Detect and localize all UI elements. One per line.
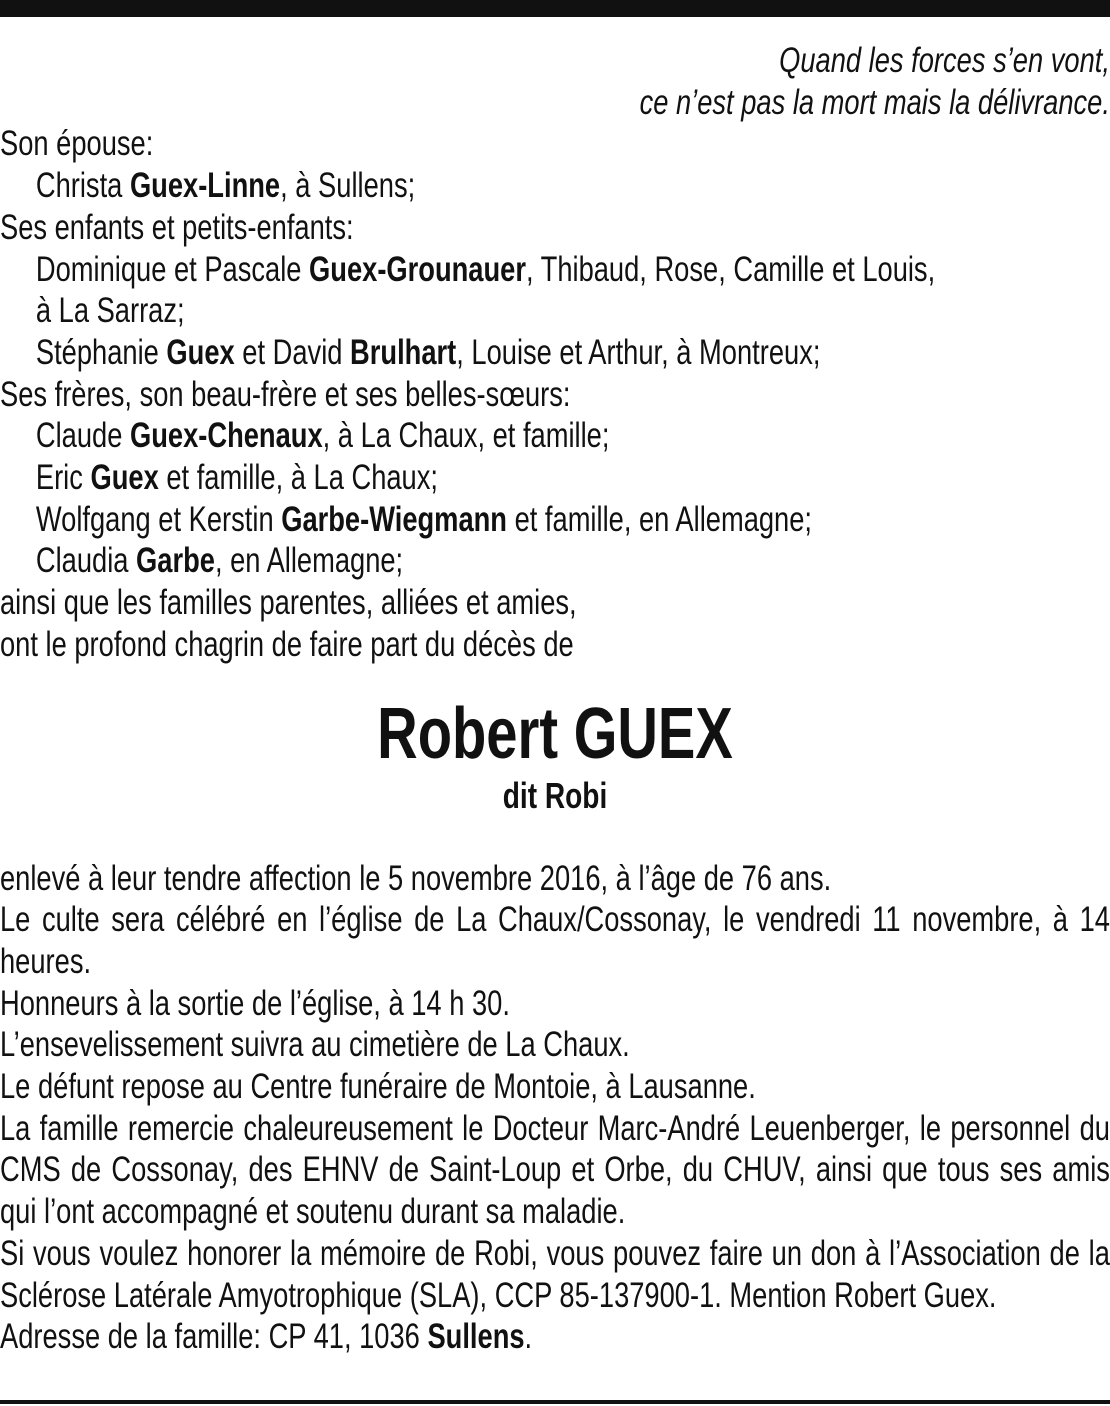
child-entry-1: Dominique et Pascale Guex-Grounauer, Thibaud, Rose, Camille et Louis, [35,249,936,289]
closing-line-2: ont le profond chagrin de faire part du décès de [0,624,574,664]
service-info: Le culte sera célébré en l’église de La Chaux/Cossonay, le vendredi 11 novembre, à 14 heures. [0,900,1110,981]
closing-line-1: ainsi que les familles parentes, alliées et amies, [0,583,577,623]
spouse-entry: Christa Guex-Linne, à Sullens; [35,166,416,206]
epigraph-line-2: ce n’est pas la mort mais la délivrance. [639,82,1110,122]
rest-place-info: Le défunt repose au Centre funéraire de Montoie, à Lausanne. [0,1067,756,1107]
deceased-block [0,694,1110,818]
honors-info: Honneurs à la sortie de l’église, à 14 h 30. [0,983,510,1023]
sibling-entry-3: Wolfgang et Kerstin Garbe-Wiegmann et famille, en Allemagne; [35,499,813,539]
deceased-nickname: dit Robi [502,774,608,816]
death-date: enlevé à leur tendre affection le 5 novembre 2016, à l’âge de 76 ans. [0,858,832,898]
epigraph-line-1: Quand les forces s’en vont, [779,41,1110,80]
spouse-heading: Son épouse: [0,124,154,164]
sibling-entry-2: Eric Guex et famille, à La Chaux; [35,458,438,498]
obituary-notice [0,40,1110,1358]
details-block [0,858,1110,1358]
bottom-rule [0,1400,1110,1404]
donation-paragraph: Si vous voulez honorer la mémoire de Robi, vous pouvez faire un don à l’Association de la Sclérose Latérale Amyotrophique (SLA), CCP 85-137900-1. Mention Robert Guex. [0,1233,1110,1315]
family-address: Adresse de la famille: CP 41, 1036 Sullens. [0,1317,533,1357]
child-entry-2: Stéphanie Guex et David Brulhart, Louise et Arthur, à Montreux; [35,332,821,372]
sibling-entry-1: Claude Guex-Chenaux, à La Chaux, et famille; [35,416,610,456]
top-rule [0,0,1110,17]
deceased-name: Robert GUEX [377,693,733,774]
child-entry-1-cont: à La Sarraz; [35,291,185,331]
thanks-paragraph: La famille remercie chaleureusement le Docteur Marc-André Leuenberger, le personnel du CMS de Cossonay, des EHNV de Saint-Loup et Orbe, du CHUV, ainsi que tous ses amis qui l’ont accompagné et soutenu durant sa maladie. [0,1108,1110,1232]
sibling-entry-4: Claudia Garbe, en Allemagne; [35,541,404,581]
siblings-heading: Ses frères, son beau-frère et ses belles-sœurs: [0,374,571,414]
burial-info: L’ensevelissement suivra au cimetière de La Chaux. [0,1025,630,1065]
children-heading: Ses enfants et petits-enfants: [0,207,354,247]
